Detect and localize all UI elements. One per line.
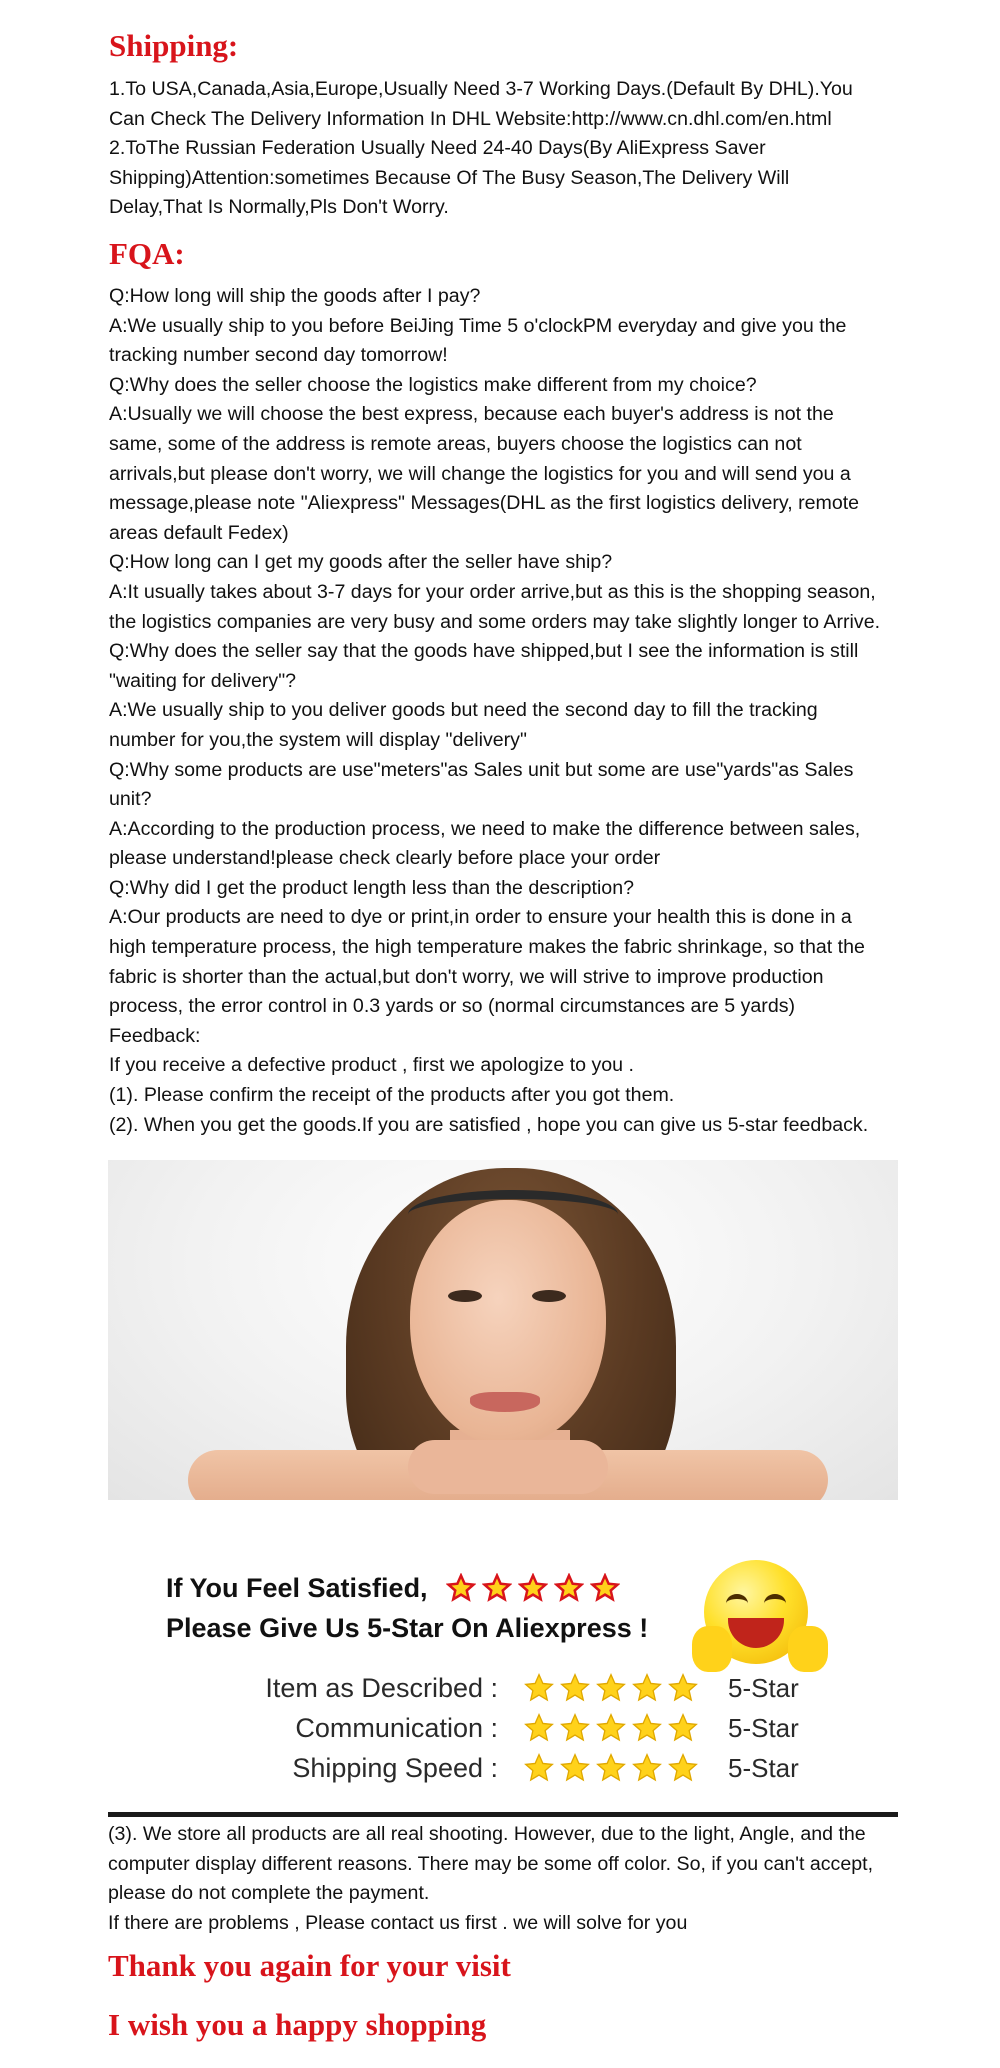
rating-value: 5-Star	[728, 1753, 799, 1783]
shipping-line: 1.To USA,Canada,Asia,Europe,Usually Need 3-7 Working Days.(Default By DHL).You	[109, 78, 853, 100]
shipping-heading: Shipping:	[109, 28, 239, 63]
hands-shape	[408, 1440, 608, 1494]
fqa-line: high temperature process, the high temperature makes the fabric shrinkage, so that the	[109, 936, 865, 959]
shipping-text	[109, 75, 899, 223]
gold-star-icon	[631, 1752, 663, 1784]
smiley-eye	[726, 1594, 748, 1613]
fqa-line: A:Usually we will choose the best express, because each buyer's address is not the	[109, 403, 834, 426]
note-line: computer display different reasons. There may be some off color. So, if you can't accept,	[108, 1852, 874, 1875]
fqa-line: Q:Why some products are use"meters"as Sales unit but some are use"yards"as Sales	[109, 758, 854, 781]
rating-value: 5-Star	[728, 1673, 799, 1703]
smiley-eye	[764, 1594, 786, 1613]
fqa-line: A:It usually takes about 3-7 days for your order arrive,but as this is the shopping season,	[109, 580, 876, 603]
fqa-line: fabric is shorter than the actual,but don't worry, we will strive to improve production	[109, 965, 824, 988]
smiley-mouth	[728, 1618, 784, 1648]
rating-label: Communication :	[295, 1713, 498, 1743]
divider	[108, 1812, 898, 1817]
star-rating	[523, 1712, 699, 1744]
fqa-line: (2). When you get the goods.If you are satisfied , hope you can give us 5-star feedback.	[109, 1113, 869, 1136]
gold-star-icon	[667, 1752, 699, 1784]
outline-star-icon	[554, 1573, 584, 1603]
fqa-line: Q:How long can I get my goods after the seller have ship?	[109, 551, 613, 574]
feedback-banner	[108, 1160, 898, 1810]
gold-star-icon	[631, 1712, 663, 1744]
lips-shape	[470, 1392, 540, 1412]
outline-stars	[446, 1573, 620, 1603]
shipping-line: Can Check The Delivery Information In DHL Website:http://www.cn.dhl.com/en.html	[109, 107, 832, 130]
fqa-line: arrivals,but please don't worry, we will change the logistics for you and will send you a	[109, 462, 851, 485]
rating-value: 5-Star	[728, 1713, 799, 1743]
note-line: please do not complete the payment.	[108, 1882, 430, 1905]
star-rating	[523, 1672, 699, 1704]
fqa-line: process, the error control in 0.3 yards or so (normal circumstances are 5 yards)	[109, 995, 796, 1018]
note-line: (3). We store all products are all real shooting. However, due to the light, Angle, and the	[108, 1823, 866, 1845]
fqa-line: Q:Why does the seller say that the goods have shipped,but I see the information is still	[109, 640, 859, 663]
outline-star-icon	[446, 1573, 476, 1603]
promo-line-1	[166, 1568, 648, 1608]
fqa-line: same, some of the address is remote areas, buyers choose the logistics can not	[109, 432, 802, 455]
fqa-text	[109, 282, 899, 1140]
model-photo	[108, 1160, 898, 1500]
outline-star-icon	[518, 1573, 548, 1603]
shipping-line: Shipping)Attention:sometimes Because Of The Busy Season,The Delivery Will	[109, 166, 790, 189]
shipping-line: Delay,That Is Normally,Pls Don't Worry.	[109, 196, 449, 219]
gold-star-icon	[595, 1752, 627, 1784]
fqa-line: the logistics companies are very busy and some orders may take slightly longer to Arrive.	[109, 610, 881, 633]
gold-star-icon	[559, 1752, 591, 1784]
rating-label: Shipping Speed :	[292, 1753, 498, 1783]
star-rating	[523, 1752, 699, 1784]
fqa-line: Q:How long will ship the goods after I pay?	[109, 285, 481, 307]
promo-line-2: Please Give Us 5-Star On Aliexpress !	[166, 1613, 649, 1643]
fqa-heading: FQA:	[109, 236, 185, 271]
thanks-heading: Thank you again for your visit	[108, 1948, 511, 1983]
fqa-line: message,please note "Aliexpress" Messages(DHL as the first logistics delivery, remote	[109, 492, 860, 515]
fqa-line: "waiting for delivery"?	[109, 669, 297, 692]
gold-star-icon	[667, 1712, 699, 1744]
promo-text	[166, 1568, 648, 1648]
left-eye	[448, 1290, 482, 1302]
gold-star-icon	[523, 1672, 555, 1704]
thumbs-up-icon	[692, 1626, 732, 1672]
fqa-line: unit?	[109, 788, 152, 811]
promo-line-1-text: If You Feel Satisfied,	[166, 1573, 428, 1603]
note-text	[108, 1820, 898, 1938]
rating-row	[108, 1748, 898, 1788]
outline-star-icon	[482, 1573, 512, 1603]
fqa-line: (1). Please confirm the receipt of the products after you got them.	[109, 1084, 675, 1107]
gold-star-icon	[523, 1712, 555, 1744]
fqa-line: areas default Fedex)	[109, 521, 289, 544]
fqa-line: number for you,the system will display "delivery"	[109, 728, 527, 751]
gold-star-icon	[559, 1672, 591, 1704]
gold-star-icon	[523, 1752, 555, 1784]
fqa-line: A:Our products are need to dye or print,in order to ensure your health this is done in a	[109, 906, 852, 929]
fqa-line: If you receive a defective product , first we apologize to you .	[109, 1054, 634, 1077]
fqa-line: A:According to the production process, we need to make the difference between sales,	[109, 817, 861, 840]
fqa-line: please understand!please check clearly before place your order	[109, 847, 661, 870]
headband-shape	[408, 1190, 618, 1239]
rating-row	[108, 1708, 898, 1748]
fqa-line: A:We usually ship to you deliver goods but need the second day to fill the tracking	[109, 699, 818, 722]
fqa-line: Feedback:	[109, 1024, 201, 1047]
gold-star-icon	[595, 1712, 627, 1744]
fqa-line: Q:Why does the seller choose the logistics make different from my choice?	[109, 373, 757, 396]
gold-star-icon	[631, 1672, 663, 1704]
fqa-line: tracking number second day tomorrow!	[109, 344, 448, 367]
fqa-line: Q:Why did I get the product length less than the description?	[109, 876, 634, 899]
right-eye	[532, 1290, 566, 1302]
wish-heading: I wish you a happy shopping	[108, 2007, 487, 2042]
thumbs-up-icon	[788, 1626, 828, 1672]
rating-row	[108, 1668, 898, 1708]
gold-star-icon	[559, 1712, 591, 1744]
fqa-line: A:We usually ship to you before BeiJing Time 5 o'clockPM everyday and give you the	[109, 314, 847, 337]
note-line: If there are problems , Please contact us first . we will solve for you	[108, 1911, 688, 1934]
outline-star-icon	[590, 1573, 620, 1603]
gold-star-icon	[595, 1672, 627, 1704]
shipping-line: 2.ToThe Russian Federation Usually Need 24-40 Days(By AliExpress Saver	[109, 137, 766, 160]
rating-label: Item as Described :	[265, 1673, 498, 1703]
gold-star-icon	[667, 1672, 699, 1704]
